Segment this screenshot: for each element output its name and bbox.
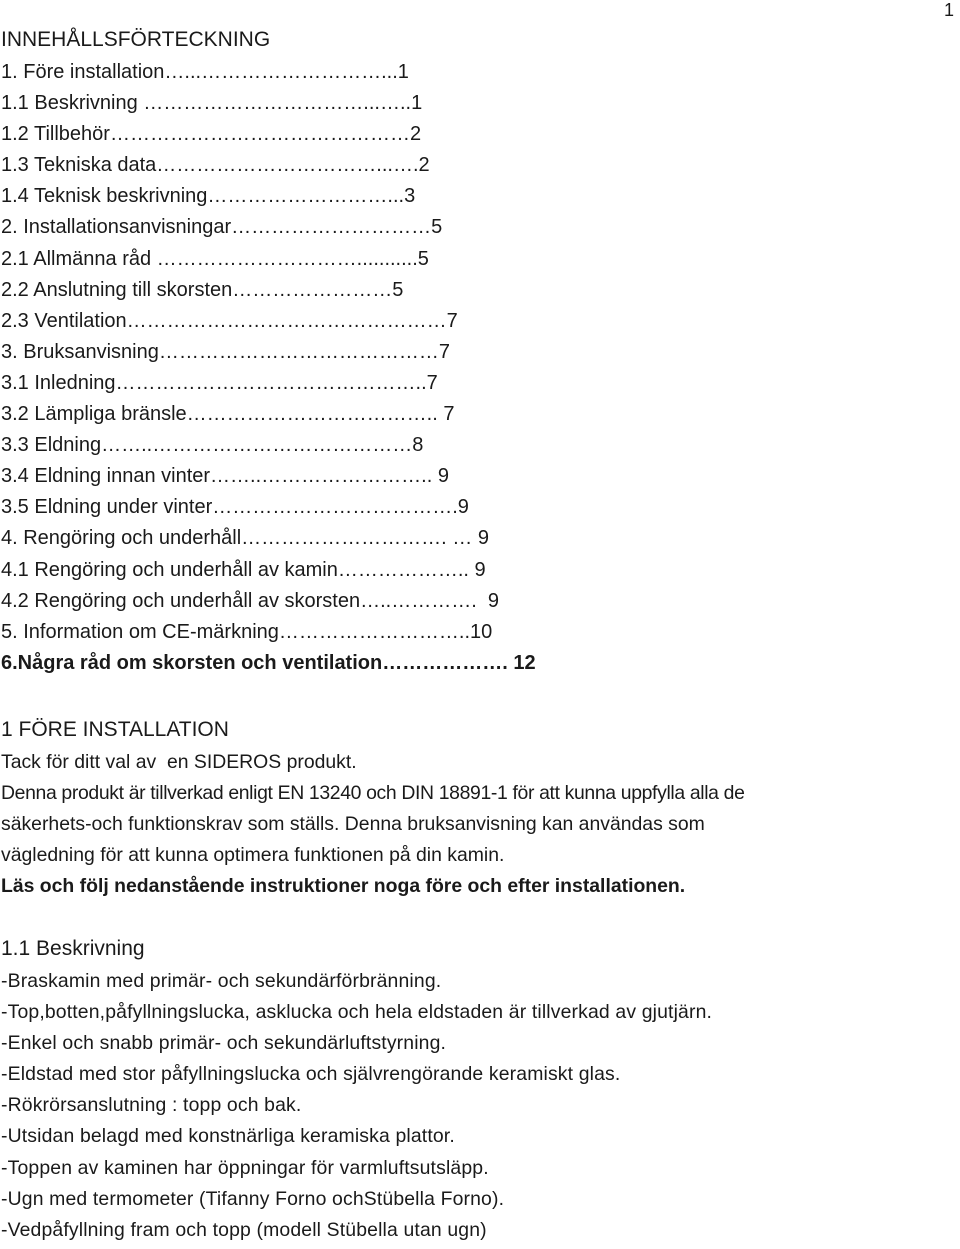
toc-entry: 5. Information om CE-märkning………………………..10 [1, 620, 493, 643]
list-item: -Ugn med termometer (Tifanny Forno ochStübella Forno). [1, 1187, 505, 1210]
paragraph-line: Denna produkt är tillverkad enligt EN 13240 och DIN 18891-1 för att kunna uppfylla alla de [1, 782, 745, 805]
toc-entry: 1.2 Tillbehör………………………………………2 [1, 123, 422, 146]
toc-entry: 1.1 Beskrivning ……………………………...…..1 [1, 92, 423, 115]
toc-entry: 2.1 Allmänna råd …………………………...........5 [1, 247, 429, 270]
paragraph-line: säkerhets-och funktionskrav som ställs. Denna bruksanvisning kan användas som [1, 813, 705, 836]
list-item: -Toppen av kaminen har öppningar för varmluftsutsläpp. [1, 1156, 489, 1179]
page-number: 1 [943, 0, 954, 20]
toc-entry: 1.3 Tekniska data……………………………...….2 [1, 154, 430, 177]
intro-paragraph [1, 750, 957, 905]
toc-heading: INNEHÅLLSFÖRTECKNING [1, 28, 271, 51]
list-item: -Braskamin med primär- och sekundärförbränning. [1, 970, 442, 992]
toc-entry: 1. Före installation…...………………………...1 [1, 61, 409, 83]
paragraph-line: Tack för ditt val av en SIDEROS produkt. [1, 751, 357, 773]
toc-entry: 2. Installationsanvisningar…………………………5 [1, 216, 443, 239]
list-item: -Eldstad med stor påfyllningslucka och självrengörande keramiskt glas. [1, 1063, 621, 1086]
toc-entry: 3. Bruksanvisning……………………………………7 [1, 340, 450, 363]
list-item: -Top,botten,påfyllningslucka, asklucka och hela eldstaden är tillverkad av gjutjärn. [1, 1001, 713, 1024]
toc-entry: 4.1 Rengöring och underhåll av kamin……………….. 9 [1, 558, 486, 581]
table-of-contents [1, 60, 536, 682]
paragraph-line-emphasis: Läs och följ nedanstående instruktioner noga före och efter installationen. [1, 875, 686, 898]
paragraph-line: vägledning för att kunna optimera funktionen på din kamin. [1, 844, 505, 867]
list-item: -Enkel och snabb primär- och sekundärluftstyrning. [1, 1032, 447, 1055]
toc-entry: 3.1 Inledning………………………………………..7 [1, 371, 438, 394]
toc-entry: 4. Rengöring och underhåll…………………………. … 9 [1, 527, 489, 550]
section-heading-before-installation: 1 FÖRE INSTALLATION [1, 718, 229, 741]
toc-entry: 3.4 Eldning innan vinter……..…………………….. 9 [1, 465, 449, 488]
list-item: -Vedpåfyllning fram och topp (modell Stübella utan ugn) [1, 1218, 487, 1241]
toc-entry: 1.4 Teknisk beskrivning………………………...3 [1, 185, 416, 208]
toc-entry: 3.2 Lämpliga bränsle……………………………….. 7 [1, 403, 455, 426]
description-list [1, 969, 957, 1249]
toc-entry: 2.2 Anslutning till skorsten……………………5 [1, 278, 404, 301]
toc-entry: 3.5 Eldning under vinter……………………………….9 [1, 496, 469, 519]
list-item: -Utsidan belagd med konstnärliga keramiska plattor. [1, 1125, 455, 1148]
toc-entry: 4.2 Rengöring och underhåll av skorsten…..…………. 9 [1, 589, 500, 612]
list-item: -Rökrörsanslutning : topp och bak. [1, 1094, 302, 1117]
toc-entry: 2.3 Ventilation…………………………………………7 [1, 309, 458, 332]
toc-entry: 3.3 Eldning……..…………………………………8 [1, 434, 424, 457]
toc-entry: 6.Några råd om skorsten och ventilation………………. 12 [1, 651, 536, 674]
section-heading-description: 1.1 Beskrivning [1, 937, 145, 960]
